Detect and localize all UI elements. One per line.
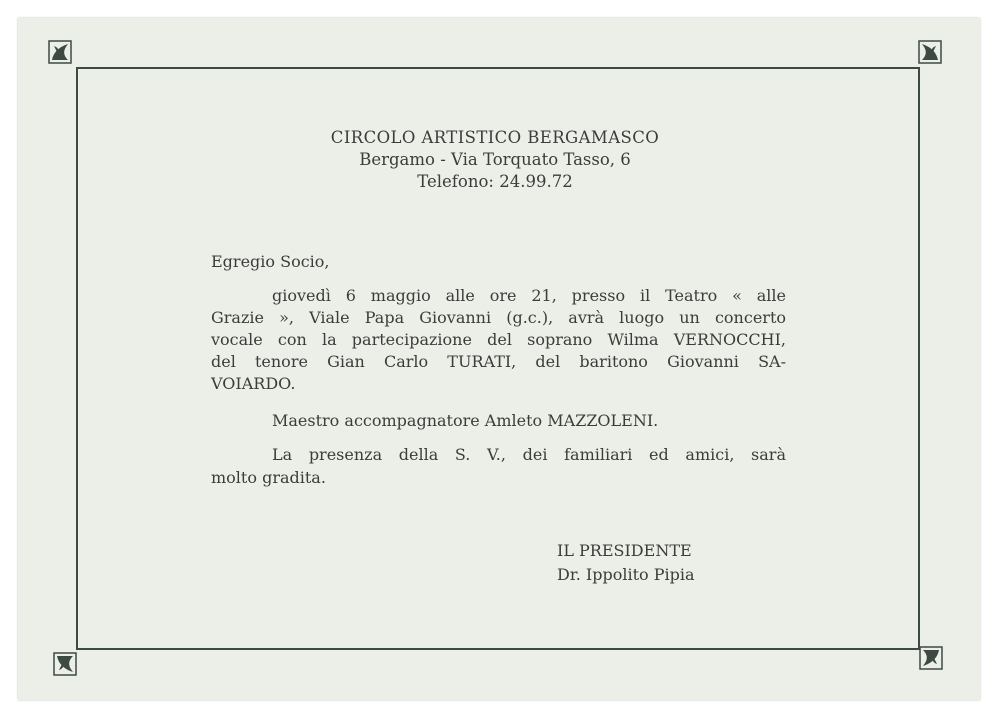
signature-name: Dr. Ippolito Pipia: [557, 565, 695, 584]
body-line: vocale con la partecipazione del soprano Wilma VERNOCCHI,: [211, 330, 786, 349]
corner-ornament-icon: [48, 40, 72, 64]
body-line: molto gradita.: [211, 468, 326, 487]
body-line: La presenza della S. V., dei familiari ed amici, sarà: [272, 445, 786, 464]
organization-phone: Telefono: 24.99.72: [417, 172, 573, 191]
body-line: VOIARDO.: [211, 374, 296, 393]
organization-address: Bergamo - Via Torquato Tasso, 6: [359, 150, 631, 169]
corner-ornament-icon: [918, 40, 942, 64]
organization-name: CIRCOLO ARTISTICO BERGAMASCO: [330, 128, 660, 147]
body-line: giovedì 6 maggio alle ore 21, presso il Teatro « alle: [272, 286, 786, 305]
body-line: del tenore Gian Carlo TURATI, del baritono Giovanni SA-: [211, 352, 786, 371]
corner-ornament-icon: [919, 646, 943, 670]
accompanist-line: Maestro accompagnatore Amleto MAZZOLENI.: [272, 411, 659, 430]
body-line: Grazie », Viale Papa Giovanni (g.c.), avrà luogo un concerto: [211, 308, 786, 327]
salutation: Egregio Socio,: [211, 252, 330, 271]
signature-title: IL PRESIDENTE: [557, 541, 692, 560]
corner-ornament-icon: [53, 652, 77, 676]
